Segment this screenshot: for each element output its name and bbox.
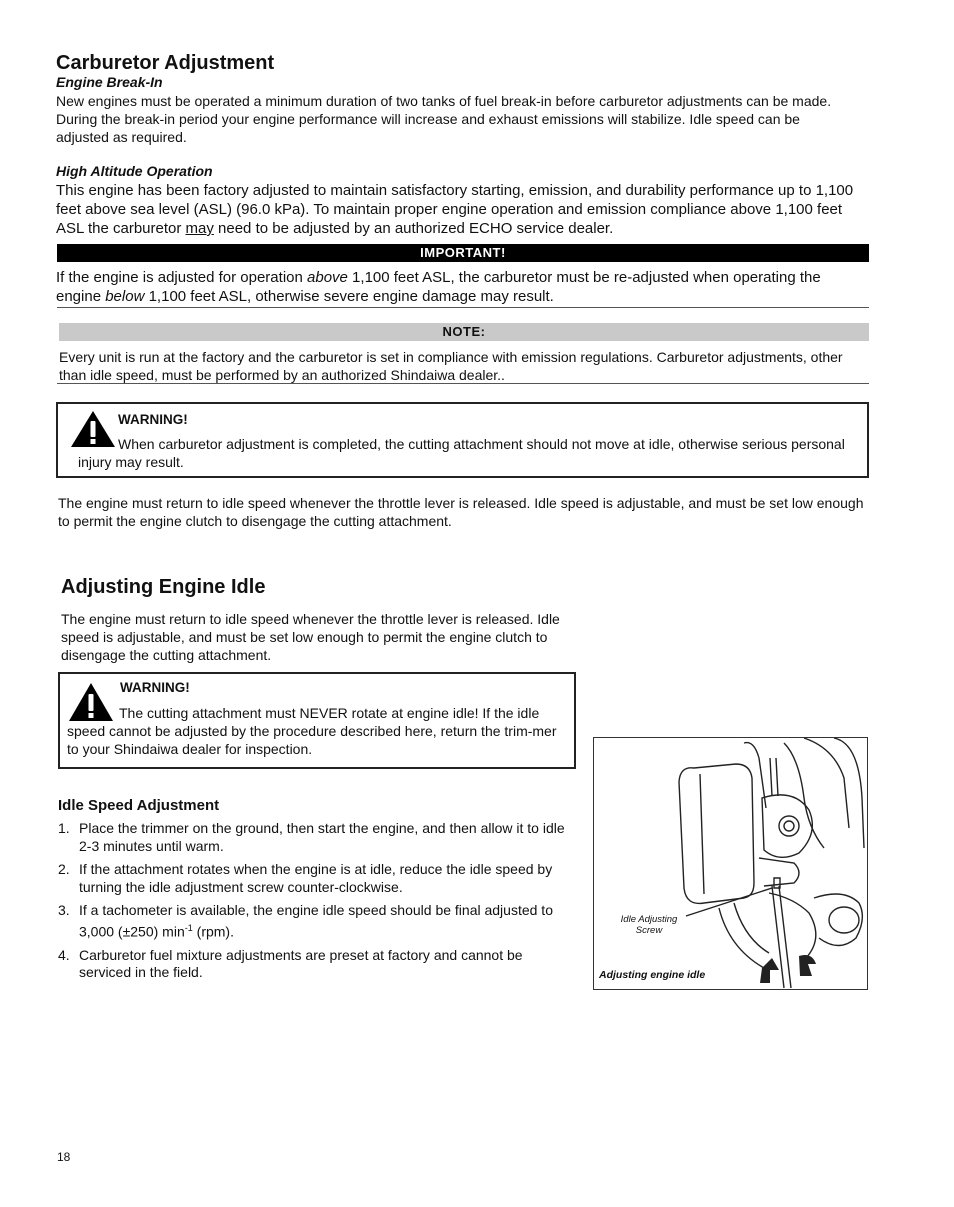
figure-caption: Adjusting engine idle — [599, 969, 706, 981]
subheading-idle-speed-adjustment: Idle Speed Adjustment — [58, 797, 220, 814]
note-banner: NOTE: — [59, 323, 869, 341]
important-text: If the engine is adjusted for operation above 1,100 feet ASL, the carburetor must be re-adjusted when operating the engine below 1,100 feet ASL, otherwise severe engine damage may result. — [56, 269, 821, 305]
subheading-high-altitude: High Altitude Operation — [56, 163, 213, 179]
warning-label: WARNING! — [120, 680, 190, 695]
warning-box — [56, 402, 869, 478]
warning-label: WARNING! — [118, 412, 188, 427]
page-number: 18 — [57, 1150, 71, 1164]
warning-text: When carburetor adjustment is completed, the cutting attachment should not move at idle, otherwise serious personal injury may result. — [78, 436, 845, 470]
divider — [57, 383, 869, 384]
carburetor-illustration — [594, 738, 867, 989]
note-text: Every unit is run at the factory and the carburetor is set in compliance with emission regulations. Carburetor adjustments, other than idle speed, must be performed by an authorized Shindaiwa dealer.. — [59, 349, 843, 383]
idle-intro-paragraph: The engine must return to idle speed whenever the throttle lever is released. Idle speed is adjustable, and must be set low enough to permit the engine clutch to disengage the cutting attachment. — [61, 611, 560, 663]
list-item: 3. If a tachometer is available, the engine idle speed should be final adjusted to 3,000 (±250) $\min^{-1} (rpm)$. — [58, 902, 553, 940]
warning-box — [58, 672, 576, 769]
warning-text: The cutting attachment must NEVER rotate at engine idle! If the idle speed cannot be adjusted by the procedure described here, return the trim-mer to your Shindaiwa dealer for inspection. — [67, 705, 557, 757]
idle-speed-paragraph: The engine must return to idle speed whenever the throttle lever is released. Idle speed is adjustable, and must be set low enough to permit the engine clutch to disengage the cutting attachment. — [58, 495, 864, 529]
break-in-paragraph: New engines must be operated a minimum duration of two tanks of fuel break-in before carburetor adjustments can be made. During the break-in period your engine performance will increase and exhaust emissions will stabilize. Idle speed can be adjusted as required. — [56, 93, 832, 145]
divider — [57, 307, 869, 308]
high-altitude-paragraph: This engine has been factory adjusted to maintain satisfactory starting, emission, and durability performance up to 1,100 feet above sea level (ASL) (96.0 kPa). To maintain proper engine operation and emission compliance above 1,100 feet ASL the carburetor may need to be adjusted by an authorized ECHO service dealer. — [56, 182, 854, 237]
figure-callout-idle-screw: Idle Adjusting Screw — [620, 914, 678, 936]
section-title-carburetor: Carburetor Adjustment — [56, 52, 275, 74]
carburetor-figure — [593, 737, 868, 990]
list-item: 2. If the attachment rotates when the engine is at idle, reduce the idle speed by turning the idle adjustment screw counter-clockwise. — [58, 861, 553, 895]
important-banner: IMPORTANT! — [57, 244, 869, 262]
list-item: 1. Place the trimmer on the ground, then start the engine, and then allow it to idle 2-3 minutes until warm. — [58, 820, 565, 854]
section-title-adjusting-idle: Adjusting Engine Idle — [61, 576, 266, 598]
subheading-engine-break-in: Engine Break-In — [56, 74, 163, 90]
list-item: 4. Carburetor fuel mixture adjustments are preset at factory and cannot be serviced in the field. — [58, 946, 523, 981]
idle-steps-list — [58, 820, 570, 988]
